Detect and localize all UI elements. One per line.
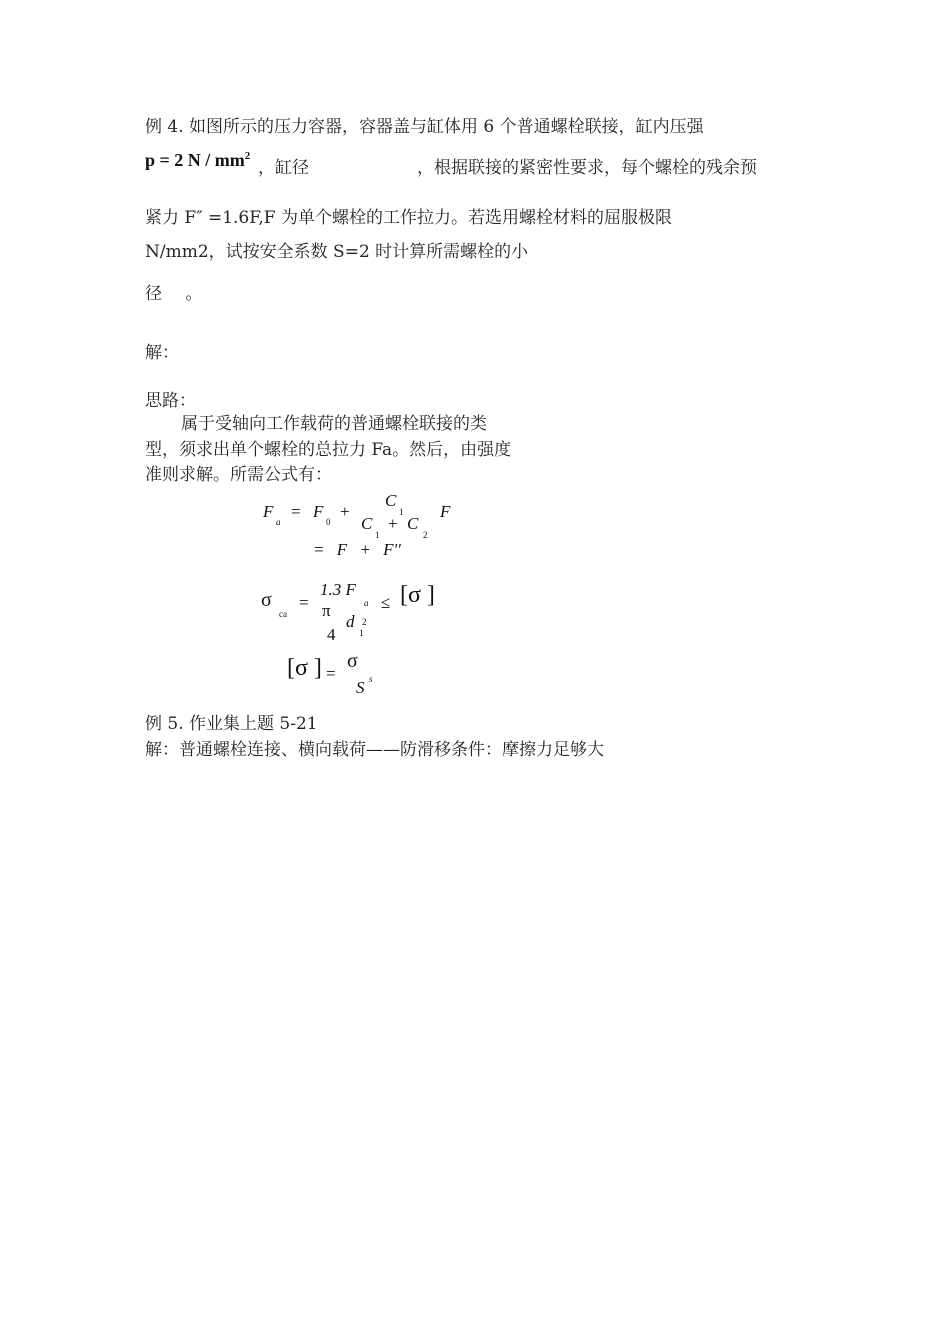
f2-sigma-sub: ca [279, 609, 287, 619]
example4-line5: 径 。 [145, 284, 203, 304]
f1-lhs: F [263, 502, 274, 521]
f2-d-sup: 2 [362, 617, 367, 627]
idea-text-line1: 属于受轴向工作载荷的普通螺栓联接的类 [181, 414, 487, 434]
f2-eq: = [299, 593, 309, 612]
f2-num: 1.3 F [320, 580, 356, 599]
f2-d-sub: 1 [359, 628, 364, 638]
example4-line2a: ，缸径 [258, 158, 309, 178]
pressure-formula-text: p = 2 N / mm [145, 150, 245, 170]
f1-den-plus: + [388, 514, 398, 533]
pressure-formula-exponent: 2 [244, 150, 251, 162]
f2-leq: ≤ [381, 593, 391, 612]
f2-pi: π [322, 601, 331, 620]
f1-line2: = F + F'' [313, 540, 401, 559]
f3-bracket: [σ ] [287, 655, 322, 681]
f1-f0-sub: 0 [326, 517, 331, 527]
f3-den-sup: s [369, 674, 373, 684]
idea-label: 思路： [145, 391, 196, 411]
solution-label: 解： [145, 343, 179, 363]
f3-den: S [356, 678, 365, 697]
f1-den1: C [361, 514, 373, 533]
f1-plus: + [340, 502, 350, 521]
f1-lhs-sub: a [276, 517, 281, 527]
example4-line2b: ，根据联接的紧密性要求，每个螺栓的残余预 [417, 158, 757, 178]
f2-sigma: σ [261, 589, 272, 611]
f2-d: d [346, 612, 355, 631]
idea-text-line2: 型，须求出单个螺栓的总拉力 Fa。然后，由强度 [145, 440, 512, 460]
f2-bracket: [σ ] [400, 582, 435, 608]
f1-f0: F [313, 502, 324, 521]
example4-line4: N/mm2，试按安全系数 S=2 时计算所需螺栓的小 [145, 242, 529, 262]
f3-eq: = [326, 664, 336, 683]
example5-solution: 解：普通螺栓连接、横向载荷——防滑移条件：摩擦力足够大 [145, 740, 604, 760]
f1-eq: = [291, 502, 301, 521]
f2-num-sub: a [364, 598, 369, 608]
idea-text-line3: 准则求解。所需公式有： [145, 465, 332, 485]
f1-num: C [385, 491, 397, 510]
f1-num-sub: 1 [399, 507, 404, 517]
pressure-formula [145, 150, 250, 171]
f2-four: 4 [327, 625, 336, 644]
f1-den1-sub: 1 [375, 530, 380, 540]
example4-line3: 紧力 F″ =1.6F,F 为单个螺栓的工作拉力。若选用螺栓材料的屈服极限 [145, 208, 672, 228]
f1-den2-sub: 2 [423, 530, 428, 540]
f1-f: F [440, 502, 451, 521]
example5-title: 例 5. 作业集上题 5-21 [145, 714, 318, 734]
f3-num: σ [347, 650, 358, 672]
f1-den2: C [407, 514, 419, 533]
example4-line1: 例 4. 如图所示的压力容器，容器盖与缸体用 6 个普通螺栓联接，缸内压强 [145, 117, 704, 137]
